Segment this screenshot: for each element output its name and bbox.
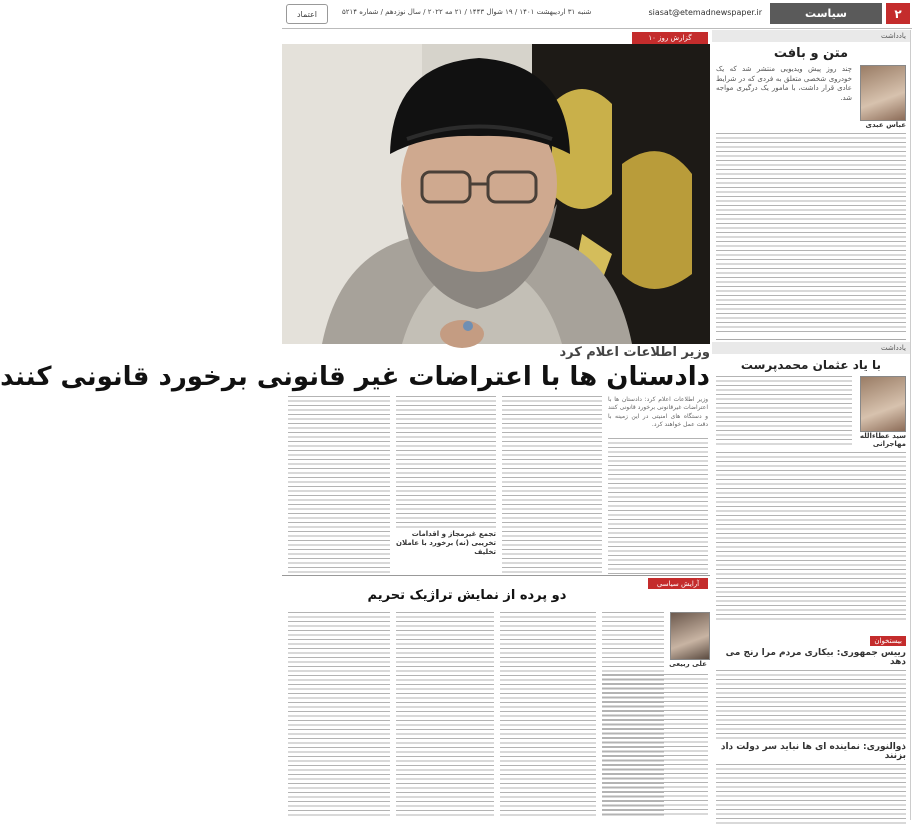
- second-body-col-4: [288, 612, 390, 817]
- lead-body-col-2: [502, 396, 602, 574]
- author-photo-1: [860, 65, 906, 121]
- divider: [716, 339, 906, 340]
- date-line: شنبه ۳۱ اردیبهشت ۱۴۰۱ / ۱۹ شوال ۱۴۴۳ / ۲۱ مه ۲۰۲۲ / سال نوزدهم / شماره ۵۲۱۴: [342, 8, 592, 16]
- second-story-title: دو پرده از نمایش تراژیک تحریم: [367, 588, 567, 603]
- lead-subhead: وزیر اطلاعات اعلام کرد: [559, 345, 710, 360]
- second-body-col-2: [500, 612, 596, 817]
- column1-body-text: [716, 133, 906, 333]
- minister-portrait: [282, 44, 710, 344]
- brief1-body: [716, 670, 906, 740]
- lead-body-col-1: [608, 438, 708, 574]
- lead-headline: دادستان ها با اعتراضات غیر قانونی برخورد قانونی کنند: [0, 362, 710, 392]
- brief1-title: رییس جمهوری: بیکاری مردم مرا رنج می دهد: [725, 648, 906, 667]
- brief2-body: [716, 764, 906, 824]
- second-body-col-3: [396, 612, 494, 817]
- kicker-bar-2: یادداشت: [712, 342, 910, 354]
- newspaper-logo: اعتماد: [286, 4, 328, 24]
- lead-body-col-3: [396, 396, 496, 528]
- right-column: [712, 30, 911, 820]
- page-number: ۲: [886, 3, 910, 24]
- lead-body-col-4: [288, 396, 390, 574]
- column2-title: با یاد عثمان محمدپرست: [740, 358, 882, 372]
- column1-lead: چند روز پیش ویدیویی منتشر شد که یک خودروی شخصی متعلق به فردی که در شرایط عادی قرار داشت، با مامور یک درگیری مواجه شد.: [716, 65, 852, 102]
- lead-body-intro: وزیر اطلاعات اعلام کرد: دادستان ها با اعتراضات غیرقانونی برخورد قانونی کنند و دستگاه های امنیتی در این زمینه با دقت عمل خواهند کرد.: [608, 396, 708, 428]
- column2-body-text: [716, 376, 852, 446]
- author-name-1: عباس عبدی: [865, 121, 906, 129]
- author-photo-2: [860, 376, 906, 432]
- section-email[interactable]: siasat@etemadnewspaper.ir: [648, 8, 762, 17]
- story-divider: [282, 575, 710, 576]
- pull-quote: تجمع غیرمجاز و اقدامات تخریبی (نه) برخورد با عاملان تخلیف: [396, 530, 496, 556]
- column1-title: متن و بافت: [773, 46, 849, 61]
- lead-photo: [282, 44, 710, 344]
- section-band: سیاست: [770, 3, 882, 24]
- second-story-author: علی ربیعی: [669, 660, 707, 668]
- second-story-tag: آرایش سیاسی: [648, 578, 708, 589]
- author-photo-3: [670, 612, 710, 660]
- news-tag: بیستخوان: [870, 636, 906, 646]
- second-body-col-1b: [602, 674, 708, 817]
- kicker-bar: یادداشت: [712, 30, 910, 42]
- report-tag: گزارش روز ۱۰: [632, 32, 708, 44]
- column2-body-text-cont: [716, 452, 906, 622]
- author-name-2: سید عطاءالله مهاجرانی: [859, 432, 906, 448]
- brief2-title: ذوالنوری: نماینده ای ها نباید سر دولت داد بزنند: [720, 742, 906, 761]
